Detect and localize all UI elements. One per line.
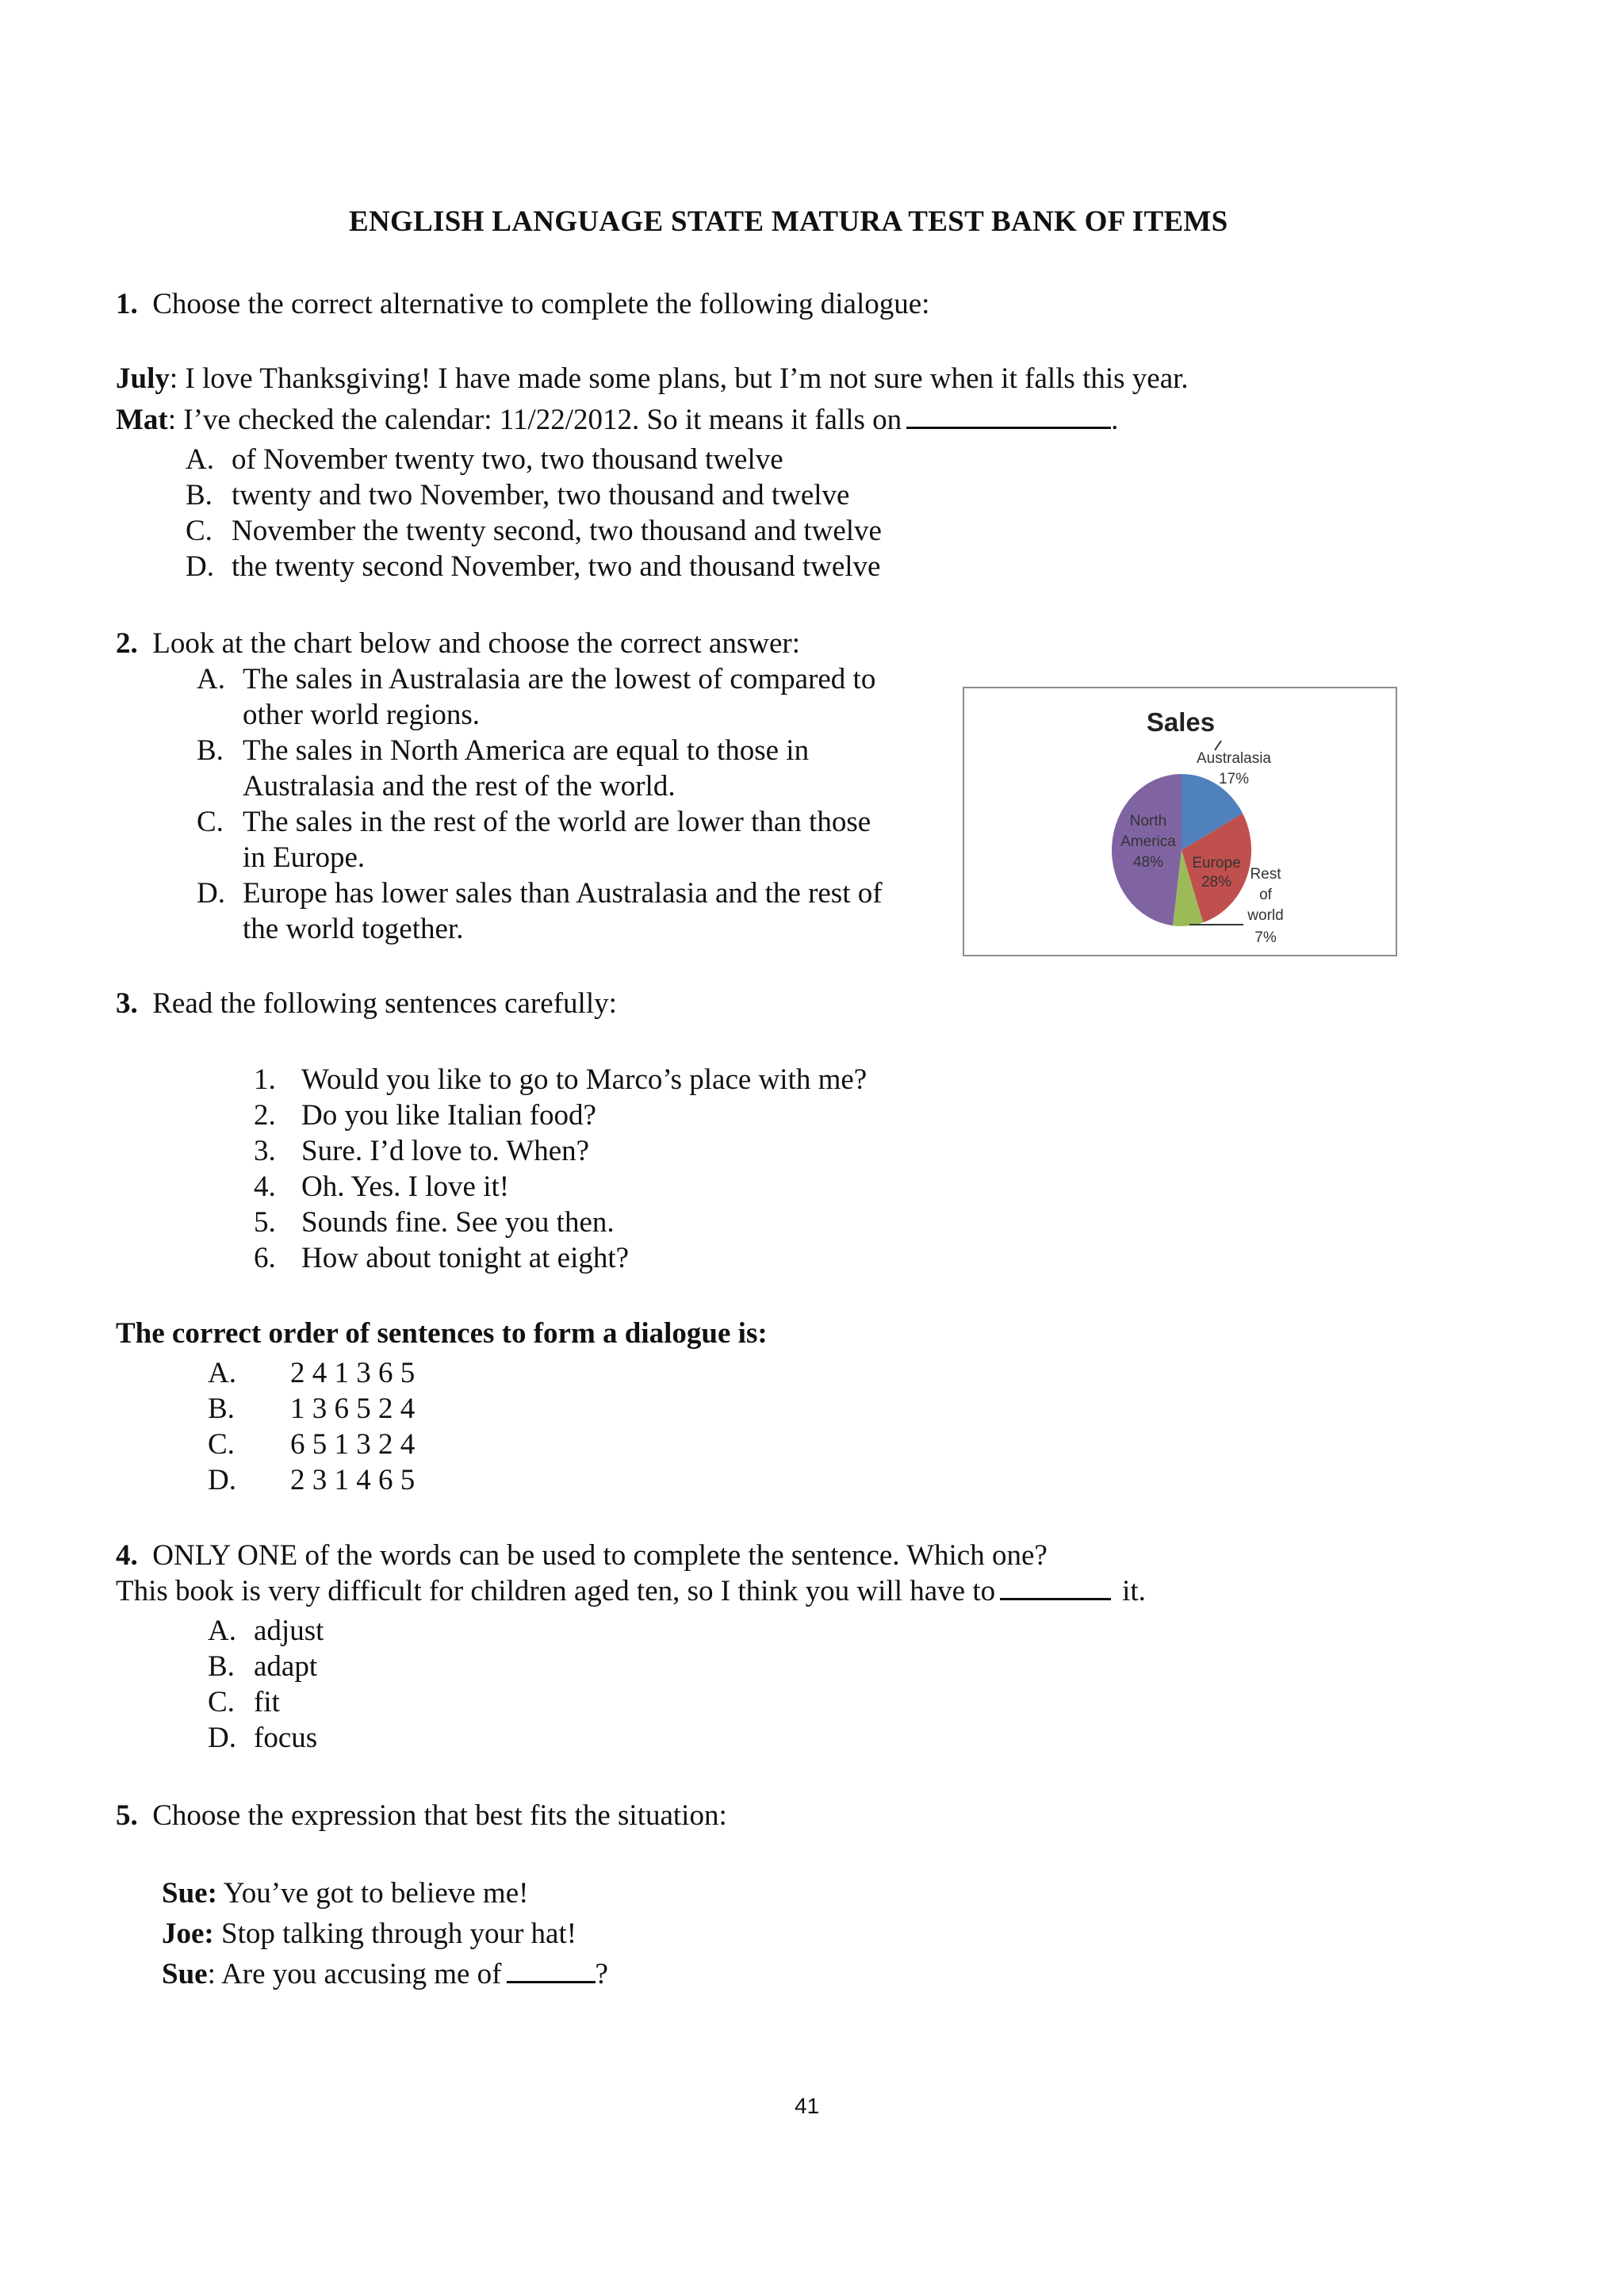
q2-prompt-text: Look at the chart below and choose the correct answer: <box>152 627 800 660</box>
q3-sentence-number: 4. <box>254 1170 276 1203</box>
q4-option-b[interactable] <box>208 1649 317 1684</box>
q3-prompt <box>116 987 617 1021</box>
q5-speaker: Sue <box>162 1958 208 1990</box>
q3-prompt-text: Read the following sentences carefully: <box>152 987 617 1020</box>
q1-prompt <box>116 287 929 322</box>
q3-option-letter: A. <box>208 1357 236 1389</box>
q3-option-text: 6 5 1 3 2 4 <box>290 1428 416 1461</box>
q3-option-text: 2 4 1 3 6 5 <box>290 1357 416 1389</box>
q3-option-letter: B. <box>208 1393 235 1425</box>
q3-sentence-number: 1. <box>254 1063 276 1096</box>
q2-number: 2. <box>116 627 138 660</box>
q5-end-mark: ? <box>595 1958 608 1990</box>
q5-dialogue-line-3 <box>162 1957 608 1992</box>
q4-option-d[interactable] <box>208 1721 317 1756</box>
q3-sentence-number: 6. <box>254 1242 276 1274</box>
rest-pct-label: 7% <box>1254 929 1277 946</box>
q3-option-a[interactable] <box>208 1356 415 1391</box>
north-america-pct-label: 48% <box>1132 854 1164 871</box>
q3-sentence-text: Sounds fine. See you then. <box>301 1206 615 1239</box>
q3-sentence-text: Sure. I’d love to. When? <box>301 1135 590 1167</box>
q5-dialogue-line-2 <box>162 1917 576 1952</box>
q2-option-d[interactable] <box>197 876 883 911</box>
q2-option-text: The sales in Australasia are the lowest of compared to <box>243 663 876 695</box>
q4-prompt-text: ONLY ONE of the words can be used to complete the sentence. Which one? <box>152 1539 1048 1572</box>
q5-line-text: : Are you accusing me of <box>207 1958 502 1990</box>
q4-option-text: adapt <box>254 1650 318 1683</box>
europe-name-label: Europe <box>1192 855 1241 872</box>
north-america-name-label-2: America <box>1120 833 1176 850</box>
q3-number: 3. <box>116 987 138 1020</box>
north-america-name-label-1: North <box>1129 813 1167 829</box>
q1-option-d[interactable] <box>186 550 880 584</box>
q3-sentence-number: 2. <box>254 1099 276 1132</box>
q2-option-text: The sales in North America are equal to those in <box>243 734 810 767</box>
q2-option-letter: C. <box>197 806 224 838</box>
q4-option-c[interactable] <box>208 1685 280 1720</box>
q1-number: 1. <box>116 288 138 320</box>
q2-option-text: The sales in the rest of the world are lower than those <box>243 806 871 838</box>
q5-number: 5. <box>116 1799 138 1832</box>
q2-option-letter: A. <box>197 663 225 695</box>
q4-option-text: adjust <box>254 1615 324 1647</box>
q1-option-text: twenty and two November, two thousand and twelve <box>232 479 850 511</box>
q1-option-text: of November twenty two, two thousand twelve <box>232 443 783 476</box>
q1-line-2-text: : I’ve checked the calendar: 11/22/2012. So it means it falls on <box>167 404 902 436</box>
q4-sentence <box>116 1574 1146 1609</box>
q2-option-b-cont: Australasia and the rest of the world. <box>243 770 676 803</box>
q1-answer-blank[interactable] <box>906 403 1111 429</box>
australasia-name-label: Australasia <box>1197 750 1271 767</box>
q4-option-letter: A. <box>208 1615 236 1647</box>
rest-name-label-1: Rest <box>1250 866 1281 883</box>
q5-prompt <box>116 1799 727 1833</box>
q1-option-letter: A. <box>186 443 214 476</box>
page-number: 41 <box>795 2094 820 2118</box>
q1-option-letter: C. <box>186 515 213 547</box>
q1-option-a[interactable] <box>186 442 783 477</box>
q4-answer-blank[interactable] <box>1000 1574 1111 1600</box>
q2-option-text: Europe has lower sales than Australasia and the rest of <box>243 877 883 910</box>
rest-name-label-3: world <box>1247 907 1284 924</box>
q2-option-a-cont: other world regions. <box>243 699 481 731</box>
australasia-pct-label: 17% <box>1218 771 1250 787</box>
q3-option-d[interactable] <box>208 1463 415 1498</box>
q5-line-text: You’ve got to believe me! <box>216 1877 529 1910</box>
q3-sentence-text: Oh. Yes. I love it! <box>301 1170 510 1203</box>
q1-option-letter: D. <box>186 550 214 583</box>
q4-option-text: focus <box>254 1722 318 1754</box>
q5-answer-blank[interactable] <box>507 1957 596 1983</box>
q1-option-text: the twenty second November, two and thousand twelve <box>232 550 881 583</box>
rest-name-label-2: of <box>1259 887 1272 903</box>
q4-option-text: fit <box>254 1686 280 1718</box>
q3-sentence-text: Do you like Italian food? <box>301 1099 596 1132</box>
q2-option-d-cont: the world together. <box>243 913 464 945</box>
q3-sentence <box>254 1170 509 1205</box>
q5-speaker: Sue: <box>162 1877 217 1910</box>
q3-sentence <box>254 1063 867 1098</box>
q3-option-letter: D. <box>208 1464 236 1496</box>
q2-option-letter: B. <box>197 734 224 767</box>
q1-option-text: November the twenty second, two thousand and twelve <box>232 515 882 547</box>
q5-dialogue-line-1 <box>162 1876 528 1911</box>
q2-option-b[interactable] <box>197 734 809 768</box>
sales-chart <box>963 687 1397 956</box>
q1-option-c[interactable] <box>186 514 882 549</box>
q3-sentence-text: Would you like to go to Marco’s place with me? <box>301 1063 868 1096</box>
q1-option-b[interactable] <box>186 478 849 513</box>
q2-option-c-cont: in Europe. <box>243 841 366 874</box>
chart-title: Sales <box>1146 707 1216 737</box>
q5-prompt-text: Choose the expression that best fits the situation: <box>152 1799 727 1832</box>
sales-pie-chart <box>964 688 1399 958</box>
q3-option-text: 1 3 6 5 2 4 <box>290 1393 416 1425</box>
q3-option-c[interactable] <box>208 1427 415 1462</box>
q4-option-letter: C. <box>208 1686 235 1718</box>
q2-option-letter: D. <box>197 877 225 910</box>
q3-sentence <box>254 1098 596 1133</box>
q4-sentence-start: This book is very difficult for children aged ten, so I think you will have to <box>116 1575 996 1607</box>
q4-option-letter: B. <box>208 1650 235 1683</box>
q1-speaker-2: Mat <box>116 404 168 436</box>
page-title: ENGLISH LANGUAGE STATE MATURA TEST BANK OF ITEMS <box>349 205 1228 238</box>
q5-speaker: Joe: <box>162 1917 214 1950</box>
q1-line-1-text: : I love Thanksgiving! I have made some plans, but I’m not sure when it falls this year. <box>169 362 1189 395</box>
q4-sentence-end: it. <box>1122 1575 1146 1607</box>
q3-option-letter: C. <box>208 1428 235 1461</box>
europe-pct-label: 28% <box>1201 874 1232 891</box>
q4-option-letter: D. <box>208 1722 236 1754</box>
q1-prompt-text: Choose the correct alternative to complete the following dialogue: <box>152 288 930 320</box>
q2-option-a[interactable] <box>197 662 875 697</box>
q3-sentence-number: 5. <box>254 1206 276 1239</box>
q3-sentence <box>254 1205 615 1240</box>
q3-option-text: 2 3 1 4 6 5 <box>290 1464 416 1496</box>
q4-prompt <box>116 1538 1048 1573</box>
q1-dialogue-line-2: Mat: I’ve checked the calendar: 11/22/2012. So it means it falls on . <box>116 404 1119 436</box>
q2-prompt <box>116 626 800 661</box>
q2-option-c[interactable] <box>197 805 871 840</box>
q3-order-prompt: The correct order of sentences to form a dialogue is: <box>116 1317 768 1350</box>
q3-sentence-text: How about tonight at eight? <box>301 1242 630 1274</box>
q1-dialogue-line-1 <box>116 362 1189 397</box>
q3-sentence-number: 3. <box>254 1135 276 1167</box>
q1-option-letter: B. <box>186 479 213 511</box>
pie-slices <box>1112 774 1251 926</box>
q4-number: 4. <box>116 1539 138 1572</box>
q3-sentence <box>254 1134 589 1169</box>
q3-sentence <box>254 1241 629 1276</box>
q1-speaker-1: July <box>116 362 170 395</box>
q5-line-text: Stop talking through your hat! <box>213 1917 577 1950</box>
q3-option-b[interactable] <box>208 1392 415 1427</box>
australasia-leader-line <box>1215 741 1221 750</box>
q4-option-a[interactable] <box>208 1614 324 1649</box>
